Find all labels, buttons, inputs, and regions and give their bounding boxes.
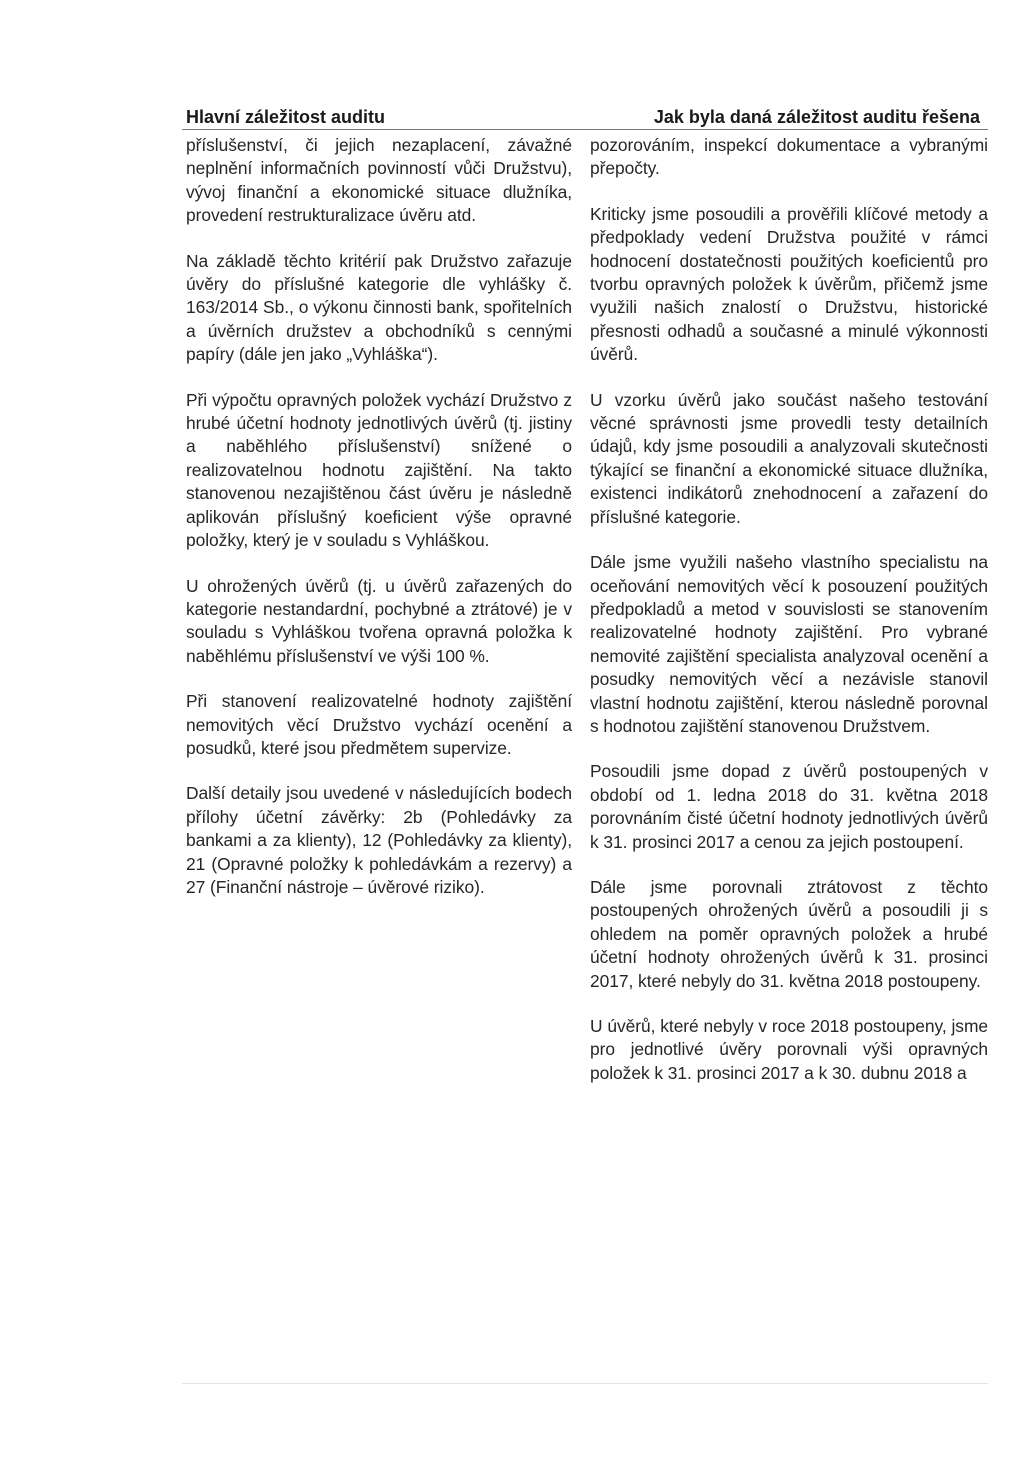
right-paragraph: Dále jsme využili našeho vlastního specialistu na oceňování nemovitých věcí k posouzení použitých předpokladů a metod v souvislosti se stanovením realizovatelné hodnoty zajištění. Pro vybrané nemovité zajištění specialista analyzoval ocenění a posudky nemovitých věcí a nezávisle stanovil vlastní hodnotu zajištění, kterou následně porovnal s hodnotou zajištění stanovenou Družstvem. — [590, 552, 988, 736]
left-paragraph: Na základě těchto kritérií pak Družstvo zařazuje úvěry do příslušné kategorie dle vyhlášky č. 163/2014 Sb., o výkonu činnosti bank, spořitelních a úvěrních družstev a obchodníků s cennými papíry (dále jen jako „Vyhláška“). — [186, 250, 572, 365]
left-paragraph: Při stanovení realizovatelné hodnoty zajištění nemovitých věcí Družstvo vychází ocenění a posudků, které jsou předmětem supervize. — [186, 691, 572, 758]
right-paragraph: pozorováním, inspekcí dokumentace a vybranými přepočty. — [590, 135, 988, 179]
left-column-body — [182, 134, 572, 899]
left-column — [182, 104, 572, 921]
left-paragraph: příslušenství, či jejich nezaplacení, závažné neplnění informačních povinností vůči Družstvu), vývoj finanční a ekonomické situace dlužníka, provedení restrukturalizace úvěru atd. — [186, 135, 572, 226]
left-column-header: Hlavní záležitost auditu — [186, 107, 386, 127]
bottom-rule — [182, 1383, 988, 1384]
right-paragraph: U úvěrů, které nebyly v roce 2018 postoupeny, jsme pro jednotlivé úvěry porovnali výši opravných položek k 31. prosinci 2017 a k 30. dubnu 2018 a — [590, 1016, 988, 1083]
left-paragraph: Při výpočtu opravných položek vychází Družstvo z hrubé účetní hodnoty jednotlivých úvěrů (tj. jistiny a naběhlého příslušenství) snížené o realizovatelnou hodnotu zajištění. Na takto stanovenou nezajištěnou část úvěru je následně aplikován příslušný koeficient výše opravné položky, který je v souladu s Vyhláškou. — [186, 389, 572, 551]
left-paragraph: U ohrožených úvěrů (tj. u úvěrů zařazených do kategorie nestandardní, pochybné a ztrátové) je v souladu s Vyhláškou tvořena opravná položka k naběhlému příslušenství ve výši 100 %. — [186, 575, 572, 666]
right-paragraph: Kriticky jsme posoudili a prověřili klíčové metody a předpoklady vedení Družstva použité v rámci hodnocení dostatečnosti použitých koeficientů pro tvorbu opravných položek k úvěrům, přičemž jsme využili našich znalostí o Družstvu, historické přesnosti odhadů a současné a minulé výkonnosti úvěrů. — [590, 203, 988, 365]
right-column — [590, 104, 988, 1107]
right-paragraph: Dále jsme porovnali ztrátovost z těchto postoupených ohrožených úvěrů a posoudili ji s ohledem na poměr opravných položek a hrubé účetní hodnoty ohrožených úvěrů k 31. prosinci 2017, které nebyly do 31. května 2018 postoupeny. — [590, 876, 988, 991]
right-column-body — [590, 134, 988, 1085]
right-column-header: Jak byla daná záležitost auditu řešena — [653, 107, 980, 127]
left-paragraph: Další detaily jsou uvedené v následujících bodech přílohy účetní závěrky: 2b (Pohledávky za bankami a za klienty), 12 (Pohledávky za klienty), 21 (Opravné položky k pohledávkám a rezervy) a 27 (Finanční nástroje – úvěrové riziko). — [186, 783, 572, 897]
right-paragraph: Posoudili jsme dopad z úvěrů postoupených v období od 1. ledna 2018 do 31. května 2018 porovnáním čisté účetní hodnoty jednotlivých úvěrů k 31. prosinci 2017 a cenou za jejich postoupení. — [590, 761, 988, 852]
right-paragraph: U vzorku úvěrů jako součást našeho testování věcné správnosti jsme provedli testy detailních údajů, kdy jsme posoudili a analyzovali skutečnosti týkající se finanční a ekonomické situace dlužníka, existenci indikátorů znehodnocení a zařazení do příslušné kategorie. — [590, 389, 988, 527]
